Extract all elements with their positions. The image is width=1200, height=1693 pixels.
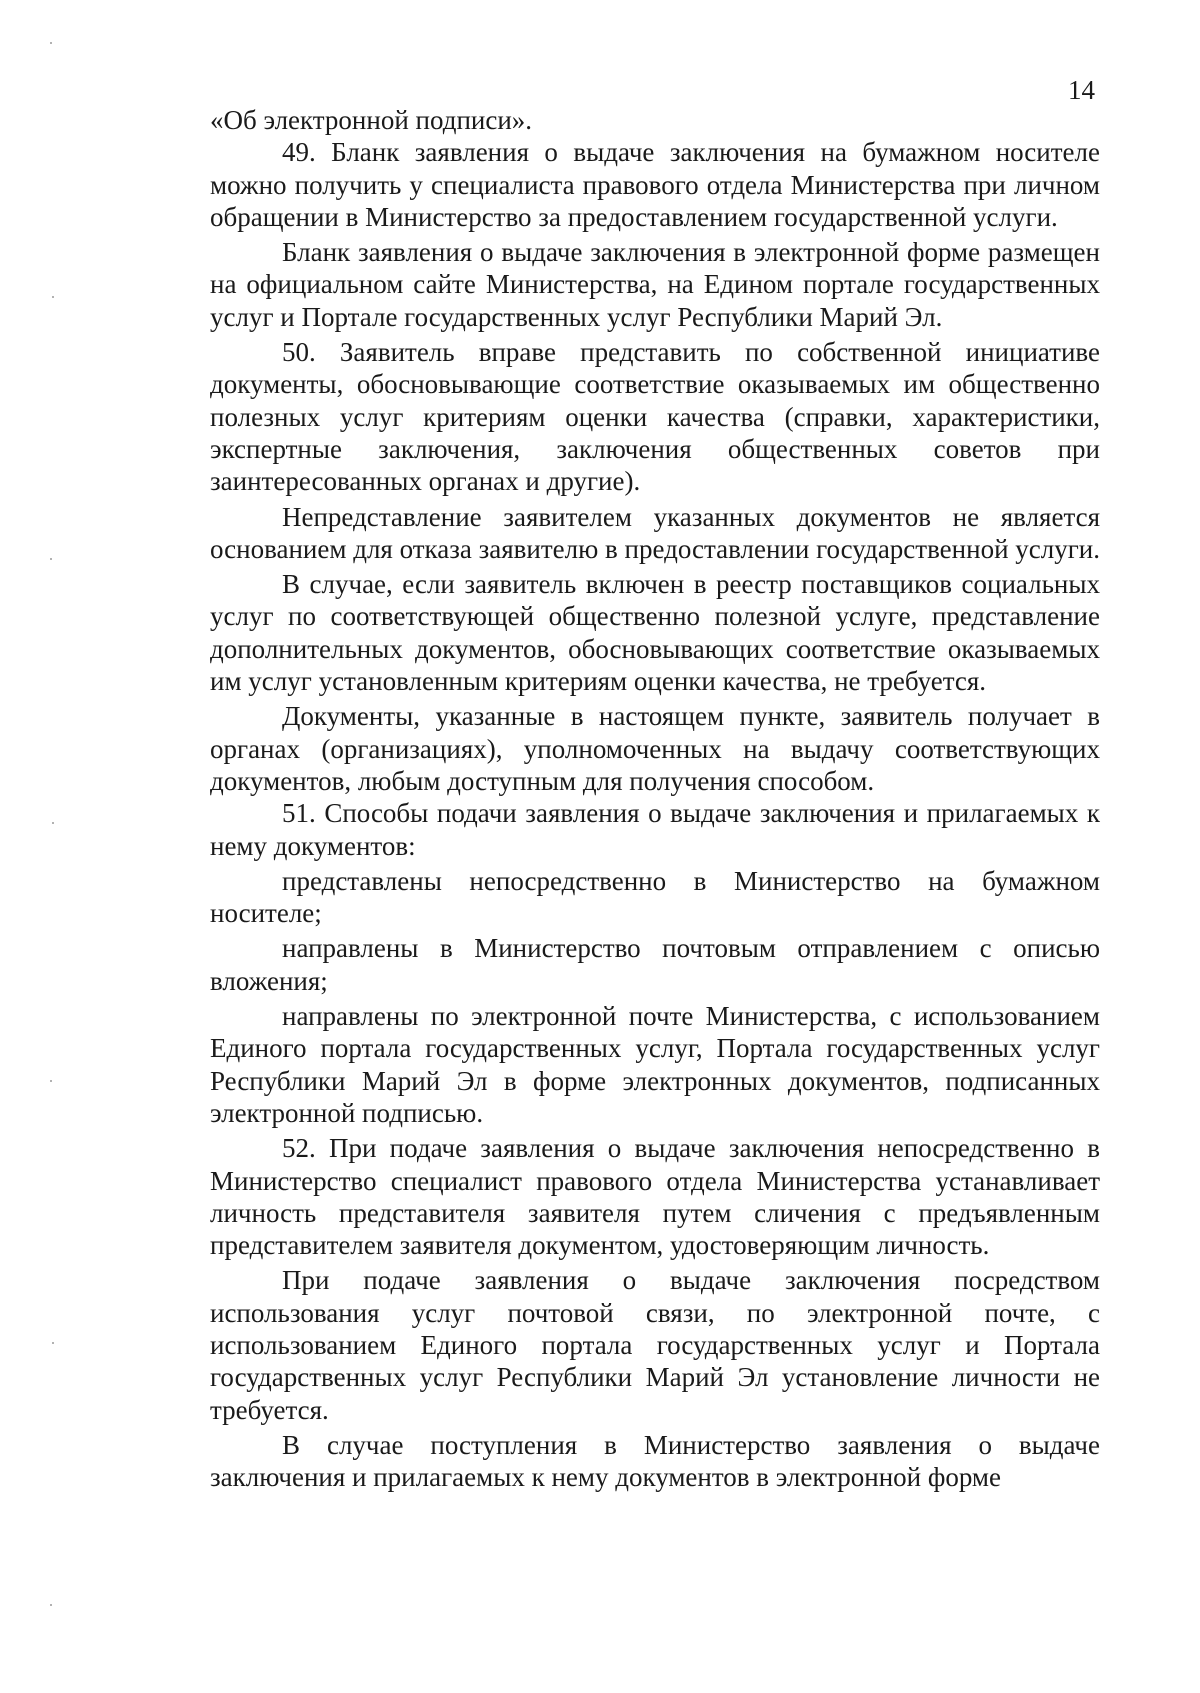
paragraph-identity-not-required: При подаче заявления о выдаче заключения посредством использования услуг почтовой связи, по электронной почте, с использованием Единого портала государственных услуг и Портала государственных услуг Республики Марий Эл установление личности не требуется. — [210, 1265, 1100, 1425]
scan-mark — [52, 1342, 54, 1344]
paragraph-item-52: 52. При подаче заявления о выдаче заключения непосредственно в Министерство специалист правового отдела Министерства устанавливает личность представителя заявителя путем сличения с предъявленным представителем заявителя документом, удостоверяющим личность. — [210, 1133, 1100, 1261]
scan-mark — [50, 558, 52, 560]
paragraph-documents-obtained: Документы, указанные в настоящем пункте, заявитель получает в органах (организациях), уполномоченных на выдачу соответствующих документов, любым доступным для получения способом. — [210, 701, 1100, 796]
scan-mark — [52, 822, 54, 824]
paragraph-item-50: 50. Заявитель вправе представить по собственной инициативе документы, обосновывающие соответствие оказываемых им общественно полезных услуг критериям оценки качества (справки, характеристики, экспертные заключения, заключения общественных советов при заинтересованных органах и другие). — [210, 337, 1100, 497]
paragraph-non-submission: Непредставление заявителем указанных документов не является основанием для отказа заявителю в предоставлении государственной услуги. — [210, 501, 1100, 564]
paragraph-registry-case: В случае, если заявитель включен в реестр поставщиков социальных услуг по соответствующей общественно полезной услуге, представление дополнительных документов, обосновывающих соответствие оказываемых им услуг установленным критериям оценки качества, не требуется. — [210, 569, 1100, 697]
scan-mark — [50, 1604, 52, 1606]
paragraph-item-51: 51. Способы подачи заявления о выдаче заключения и прилагаемых к нему документов: — [210, 798, 1100, 861]
scan-mark — [50, 1080, 52, 1082]
list-item-electronic: направлены по электронной почте Министерства, с использованием Единого портала государственных услуг, Портала государственных услуг Республики Марий Эл в форме электронных документов, подписанных электронной подписью. — [210, 1001, 1100, 1128]
document-body — [210, 104, 1100, 1493]
paragraph-item-49: 49. Бланк заявления о выдаче заключения на бумажном носителе можно получить у специалиста правового отдела Министерства при личном обращении в Министерство за предоставлением государственной услуги. — [210, 137, 1100, 232]
paragraph-blank-form-electronic: Бланк заявления о выдаче заключения в электронной форме размещен на официальном сайте Министерства, на Едином портале государственных услуг и Портале государственных услуг Республики Марий Эл. — [210, 237, 1100, 332]
list-item-paper: представлены непосредственно в Министерство на бумажном носителе; — [210, 865, 1100, 929]
scan-mark — [50, 42, 52, 44]
paragraph-electronic-receipt: В случае поступления в Министерство заявления о выдаче заключения и прилагаемых к нему документов в электронной форме — [210, 1429, 1100, 1493]
page-number: 14 — [1068, 75, 1095, 105]
scan-mark — [52, 296, 54, 298]
paragraph-continuation: «Об электронной подписи». — [210, 105, 533, 135]
list-item-post: направлены в Министерство почтовым отправлением с описью вложения; — [210, 933, 1100, 996]
